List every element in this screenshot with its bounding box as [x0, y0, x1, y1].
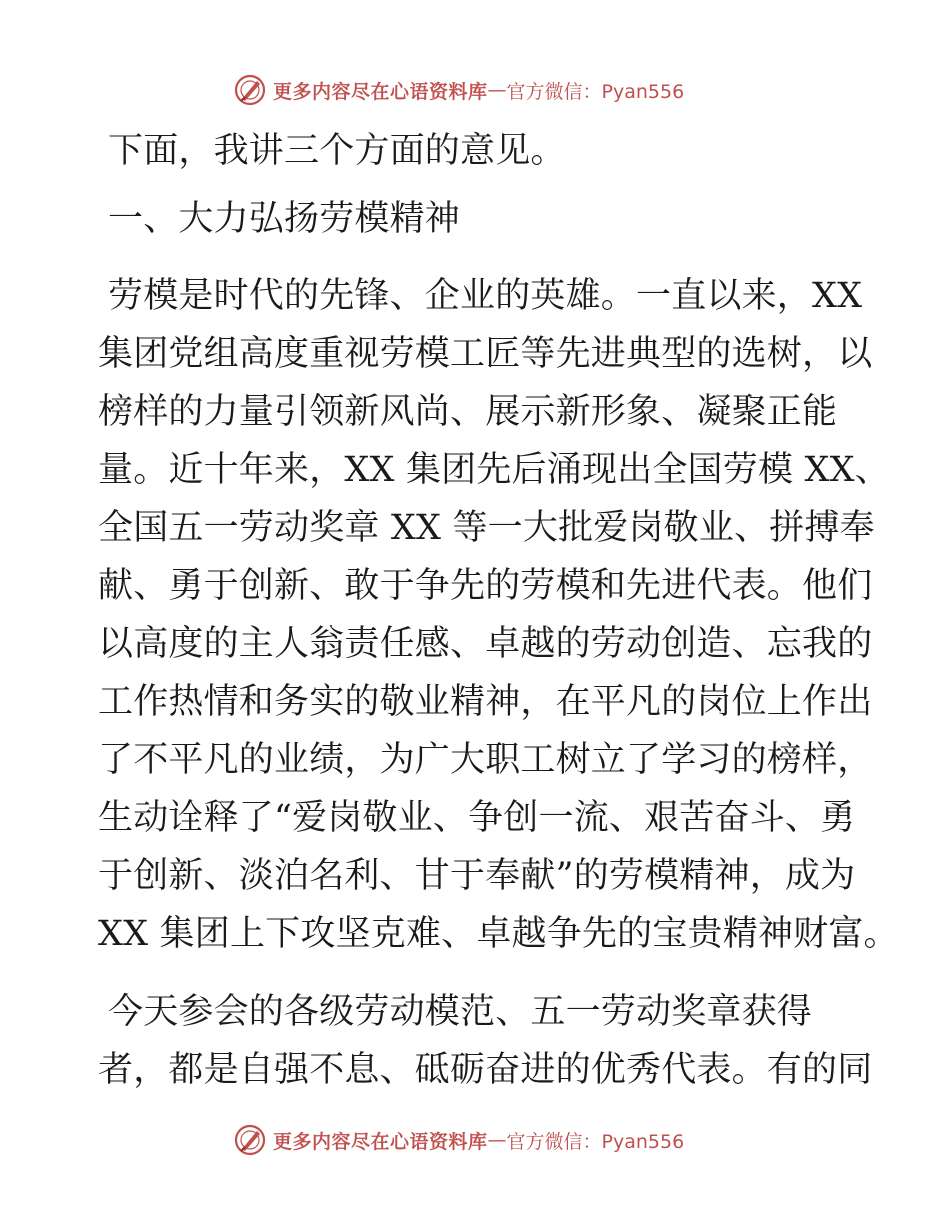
paragraph-line: 献、勇于创新、敢于争先的劳模和先进代表。他们 — [98, 566, 873, 606]
paragraph-line: 生动诠释了“爱岗敬业、争创一流、艰苦奋斗、勇 — [98, 798, 856, 838]
banner-text: 更多内容尽在心语资料库 — [273, 1130, 488, 1153]
paragraph-line: 今天参会的各级劳动模范、五一劳动奖章获得 — [108, 992, 813, 1032]
paragraph-line: 全国五一劳动奖章 XX 等一大批爱岗敬业、拼搏奉 — [98, 508, 875, 548]
banner-separator: — — [487, 1129, 507, 1151]
banner-contact: 官方微信：Pyan556 — [506, 80, 685, 103]
paragraph-line: 者，都是自强不息、砥砺奋进的优秀代表。有的同 — [98, 1050, 873, 1090]
footer-banner — [233, 1123, 684, 1157]
quill-logo-icon — [233, 73, 267, 107]
paragraph-line: 集团党组高度重视劳模工匠等先进典型的选树，以 — [98, 334, 873, 374]
banner-contact: 官方微信：Pyan556 — [506, 1130, 685, 1153]
paragraph-line: 下面，我讲三个方面的意见。 — [108, 131, 566, 171]
paragraph-line: 榜样的力量引领新风尚、展示新形象、凝聚正能 — [98, 392, 838, 432]
quill-logo-icon — [233, 1123, 267, 1157]
paragraph-line: 于创新、淡泊名利、甘于奉献”的劳模精神，成为 — [98, 856, 856, 896]
banner-text: 更多内容尽在心语资料库 — [273, 80, 488, 103]
paragraph-line: 量。近十年来，XX 集团先后涌现出全国劳模 XX、 — [98, 450, 890, 490]
paragraph-line: 劳模是时代的先锋、企业的英雄。一直以来，XX — [108, 276, 863, 316]
section-heading: 一、大力弘扬劳模精神 — [108, 199, 461, 239]
paragraph-line: 工作热情和务实的敬业精神，在平凡的岗位上作出 — [98, 682, 873, 722]
banner-separator: — — [487, 79, 507, 101]
paragraph-line: 以高度的主人翁责任感、卓越的劳动创造、忘我的 — [98, 624, 873, 664]
paragraph-line: 了不平凡的业绩，为广大职工树立了学习的榜样， — [98, 740, 873, 780]
paragraph-line: XX 集团上下攻坚克难、卓越争先的宝贵精神财富。 — [98, 914, 899, 954]
header-banner — [233, 73, 684, 107]
